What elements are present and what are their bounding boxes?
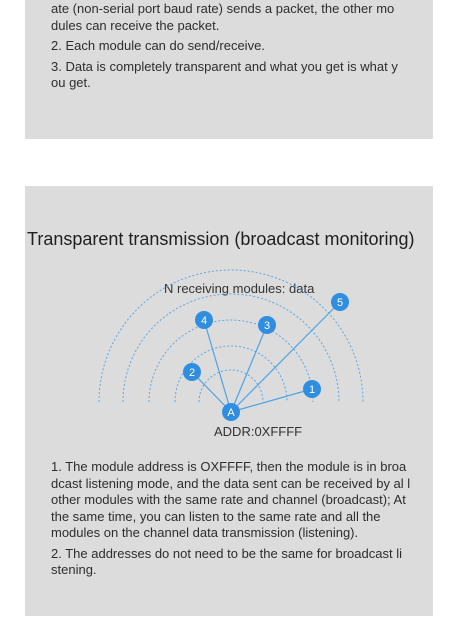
broadcast-monitoring-panel: [25, 186, 433, 616]
svg-text:A: A: [227, 406, 235, 419]
signal-arc-3: [149, 320, 316, 402]
feature-item-1: ate (non-serial port baud rate) sends a packet, the other mo dules can receive the packet.: [51, 1, 395, 33]
feature-list: [51, 1, 415, 96]
feature-item-3: 3. Data is completely transparent and what you get is what y ou get.: [51, 58, 398, 90]
broadcast-diagram-svg: [91, 279, 401, 444]
node-4: [195, 311, 213, 329]
feature-item-2: 2. Each module can do send/receive.: [51, 38, 265, 53]
feature-description-panel: [25, 0, 433, 139]
node-2: [183, 363, 201, 381]
signal-arc-inner: [199, 370, 263, 402]
broadcast-note-2: 2. The addresses do not need to be the same for broadcast li stening.: [51, 545, 402, 577]
link-to-3: [231, 325, 267, 412]
node-1: [303, 380, 321, 398]
node-5: [331, 293, 349, 311]
broadcast-diagram: [91, 279, 401, 444]
receiving-modules-label: N receiving modules: data: [164, 281, 315, 296]
svg-text:1: 1: [308, 383, 316, 396]
svg-text:4: 4: [200, 314, 208, 327]
node-3: [258, 316, 276, 334]
section-title: Transparent transmission (broadcast monitoring): [27, 229, 415, 249]
svg-text:2: 2: [188, 366, 196, 379]
svg-text:3: 3: [263, 319, 271, 332]
broadcast-note-1: 1. The module address is OXFFFF, then the module is in broa dcast listening mode, and the data sent can be received by al l other modules with the same rate and channel (broadcast); At the same time, you can listen to the same rate and all the modules on the channel data transmission (listening).: [51, 459, 411, 540]
broadcast-notes: [51, 459, 415, 583]
svg-text:5: 5: [336, 296, 344, 309]
node-a: [222, 403, 240, 421]
link-to-5: [231, 302, 340, 412]
broadcast-address-label: ADDR:0XFFFF: [214, 424, 303, 439]
